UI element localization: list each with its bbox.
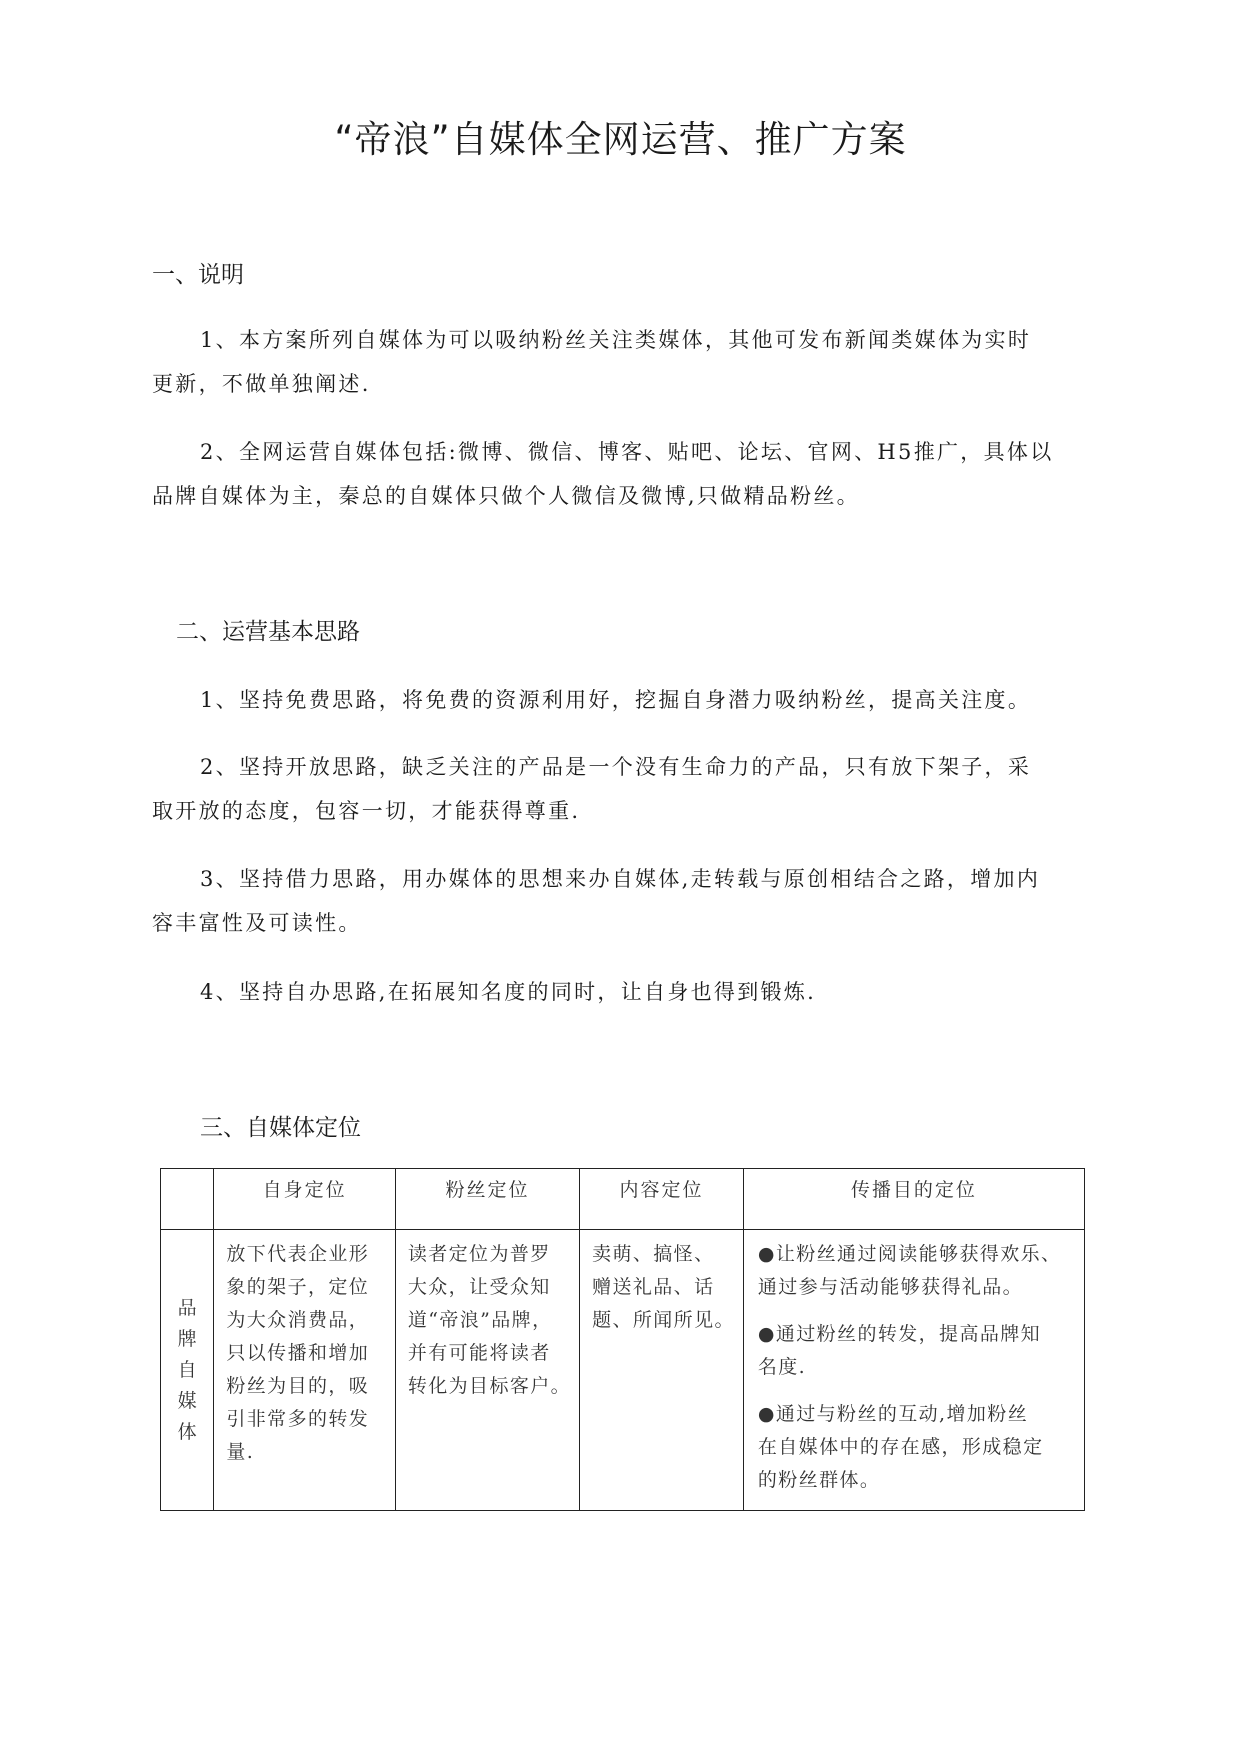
paragraph-line: 1、本方案所列自媒体为可以吸纳粉丝关注类媒体，其他可发布新闻类媒体为实时 [200,328,1032,352]
paragraph-line: 4、坚持自办思路,在拓展知名度的同时，让自身也得到锻炼. [200,980,817,1004]
cell-line: 通过参与活动能够获得礼品。 [757,1276,1024,1298]
page-title: “帝浪”自媒体全网运营、推广方案 [334,118,907,161]
paragraph-2-1 [152,678,1094,722]
cell-line: 大众，让受众知 [407,1276,551,1298]
cell-line: 题、所闻所见。 [592,1309,735,1331]
cell-line: 读者定位为普罗 [407,1243,551,1265]
content-position-cell [580,1230,744,1511]
cell-line: 放下代表企业形 [226,1243,370,1265]
table-row [161,1230,1085,1511]
cell-line: 的粉丝群体。 [757,1469,881,1491]
purpose-cell [743,1230,1084,1511]
purpose-bullet [758,1318,1076,1384]
cell-line: 粉丝为目的，吸 [226,1375,370,1397]
cell-line: 引非常多的转发 [226,1408,370,1430]
cell-line: 只以传播和增加 [226,1342,370,1364]
paragraph-1-2 [152,430,1094,518]
section-heading-positioning: 三、自媒体定位 [200,1115,361,1141]
cell-line: 道“帝浪”品牌， [407,1309,553,1331]
table-header-fan-position: 粉丝定位 [395,1169,579,1230]
row-label-char: 牌 [177,1327,197,1350]
paragraph-line: 容丰富性及可读性。 [152,911,362,935]
purpose-bullet [758,1398,1076,1497]
cell-line: 转化为目标客户。 [407,1375,572,1397]
cell-line: ●通过粉丝的转发，提高品牌知 [757,1323,1042,1345]
cell-line: 名度. [757,1356,807,1378]
paragraph-line: 3、坚持借力思路，用办媒体的思想来办自媒体,走转载与原创相结合之路，增加内 [200,867,1041,891]
cell-line: 在自媒体中的存在感，形成稳定 [757,1436,1044,1458]
paragraph-line: 取开放的态度，包容一切，才能获得尊重. [152,799,581,823]
cell-line: 量. [226,1441,255,1463]
fan-position-cell [395,1230,579,1511]
paragraph-2-2 [152,745,1094,833]
positioning-table [160,1168,1085,1511]
row-label-char: 体 [177,1420,197,1443]
row-label-char: 媒 [177,1389,197,1412]
table-header-purpose: 传播目的定位 [743,1169,1084,1230]
section-heading-approach: 二、运营基本思路 [176,619,360,645]
paragraph-2-4 [152,970,1094,1014]
paragraph-line: 2、全网运营自媒体包括:微博、微信、博客、贴吧、论坛、官网、H5推广，具体以 [200,440,1054,464]
cell-line: 卖萌、搞怪、 [592,1243,715,1265]
paragraph-line: 更新，不做单独阐述. [152,372,371,396]
table-header-self-position: 自身定位 [214,1169,395,1230]
self-position-cell [214,1230,395,1511]
paragraph-line: 1、坚持免费思路，将免费的资源利用好，挖掘自身潜力吸纳粉丝，提高关注度。 [200,688,1032,712]
cell-line: 象的架子，定位 [226,1276,370,1298]
cell-line: 并有可能将读者 [407,1342,551,1364]
row-label [161,1230,213,1510]
row-label-cell [161,1230,214,1511]
cell-line: ●让粉丝通过阅读能够获得欢乐、 [757,1243,1062,1265]
paragraph-line: 2、坚持开放思路，缺乏关注的产品是一个没有生命力的产品，只有放下架子，采 [200,755,1032,779]
paragraph-line: 品牌自媒体为主，秦总的自媒体只做个人微信及微博,只做精品粉丝。 [152,484,860,508]
section-heading-explanation: 一、说明 [152,262,244,288]
row-label-char: 品 [177,1296,197,1319]
cell-line: 赠送礼品、话 [592,1276,715,1298]
table-header-empty [161,1169,214,1230]
purpose-bullet [758,1238,1076,1304]
cell-line: 为大众消费品， [226,1309,370,1331]
cell-line: ●通过与粉丝的互动,增加粉丝 [757,1403,1029,1425]
paragraph-1-1 [152,318,1094,406]
paragraph-2-3 [152,857,1094,945]
table-header-content-position: 内容定位 [580,1169,744,1230]
row-label-char: 自 [177,1358,197,1381]
table-header-row [161,1169,1085,1230]
